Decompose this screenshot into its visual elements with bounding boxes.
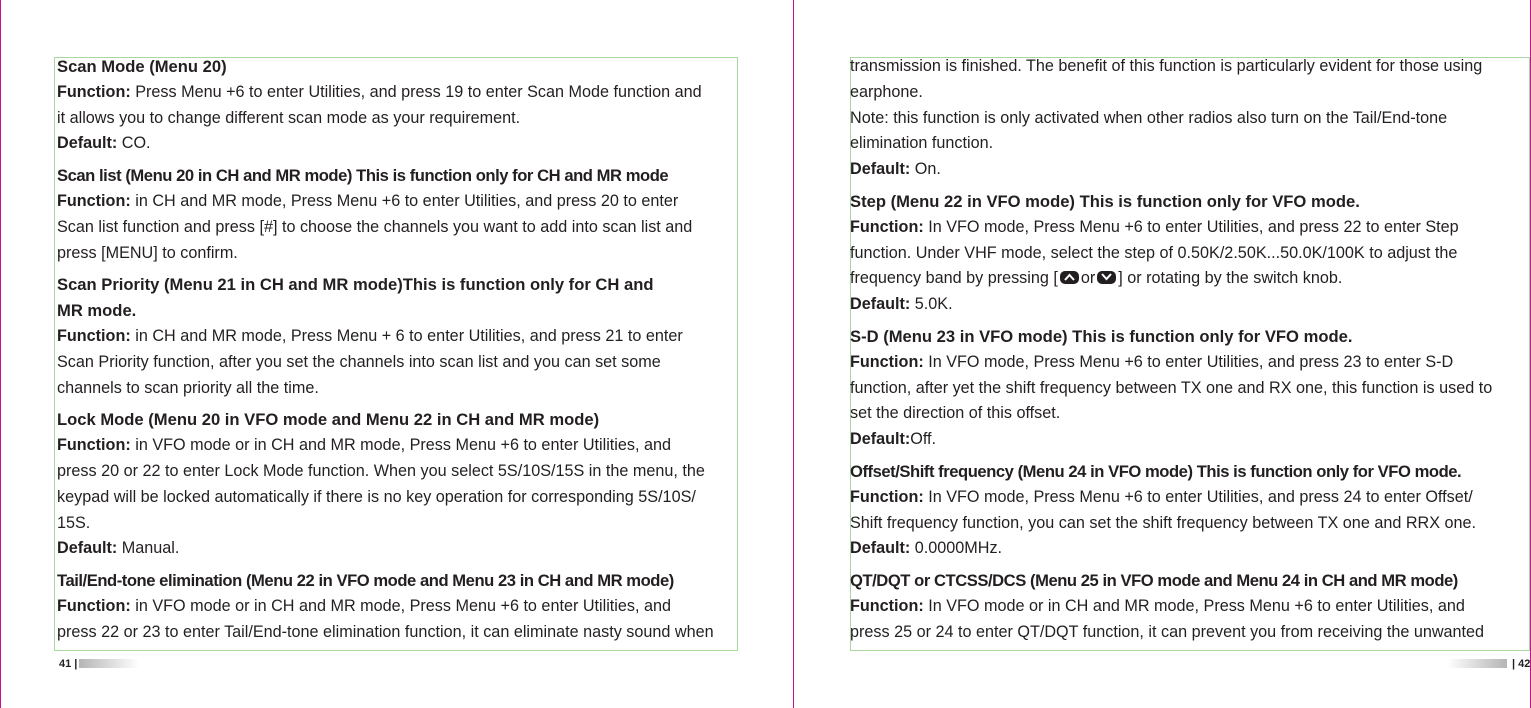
left-page-number: 41 |	[59, 658, 78, 670]
function-label: Function:	[57, 326, 131, 345]
right-page-number: | 42	[1512, 658, 1531, 670]
text-line: keypad will be locked automatically if there is no key operation for corresponding 5S/10S/	[57, 487, 696, 506]
text-line: transmission is finished. The benefit of this function is particularly evident for those using	[850, 57, 1483, 75]
text-line: frequency band by pressing [ or ] or rotating by the switch knob.	[850, 269, 1343, 288]
text-line: 15S.	[57, 513, 91, 532]
down-key-icon	[1097, 271, 1116, 284]
text-line: Shift frequency function, you can set the shift frequency between TX one and RRX one.	[850, 513, 1477, 532]
section-heading: Tail/End-tone elimination (Menu 22 in VFO mode and Menu 23 in CH and MR mode)	[57, 571, 674, 591]
section-heading: Scan list (Menu 20 in CH and MR mode) This is function only for CH and MR mode	[57, 166, 669, 186]
function-label: Function:	[850, 352, 924, 371]
function-label: Function:	[850, 217, 924, 236]
text-line: Function: In VFO mode, Press Menu +6 to enter Utilities, and press 23 to enter S-D	[850, 352, 1454, 371]
left-page-edge	[0, 0, 1, 708]
section-heading: Step (Menu 22 in VFO mode) This is function only for VFO mode.	[850, 191, 1360, 211]
section-heading: Lock Mode (Menu 20 in VFO mode and Menu 22 in CH and MR mode)	[57, 410, 600, 430]
text-line: Scan list function and press [#] to choose the channels you want to add into scan list and	[57, 217, 693, 236]
text-line: Default:Off.	[850, 430, 937, 449]
text-line: elimination function.	[850, 134, 994, 153]
text-line: it allows you to change different scan mode as your requirement.	[57, 108, 521, 127]
text-line: Function: In VFO mode or in CH and MR mode, Press Menu +6 to enter Utilities, and	[850, 596, 1465, 615]
text-line: function. Under VHF mode, select the step of 0.50K/2.50K...50.0K/100K to adjust the	[850, 243, 1458, 262]
text-line: Default: 0.0000MHz.	[850, 539, 1003, 558]
text-line: press [MENU] to confirm.	[57, 243, 238, 262]
text-line: Note: this function is only activated when other radios also turn on the Tail/End-tone	[850, 108, 1448, 127]
up-key-icon	[1060, 271, 1079, 284]
default-label: Default:	[850, 160, 911, 179]
section-heading: Scan Priority (Menu 21 in CH and MR mode)This is function only for CH and	[57, 275, 654, 295]
default-label: Default:	[850, 539, 911, 558]
text-line: Default: CO.	[57, 134, 151, 153]
text-line: Function: in CH and MR mode, Press Menu + 6 to enter Utilities, and press 21 to enter	[57, 326, 683, 345]
function-label: Function:	[57, 436, 131, 455]
text-line: press 20 or 22 to enter Lock Mode function. When you select 5S/10S/15S in the menu, the	[57, 461, 705, 480]
text-line: Default: On.	[850, 160, 941, 179]
text-line: press 25 or 24 to enter QT/DQT function, it can prevent you from receiving the unwanted	[850, 622, 1485, 641]
text-line: Default: 5.0K.	[850, 295, 953, 314]
section-heading: Scan Mode (Menu 20)	[57, 57, 227, 76]
right-page-content	[850, 54, 1492, 646]
text-line: earphone.	[850, 82, 923, 101]
function-label: Function:	[57, 191, 131, 210]
section-heading: Offset/Shift frequency (Menu 24 in VFO mode) This is function only for VFO mode.	[850, 461, 1462, 481]
section-heading: QT/DQT or CTCSS/DCS (Menu 25 in VFO mode and Menu 24 in CH and MR mode)	[850, 571, 1458, 591]
text-line: Function: In VFO mode, Press Menu +6 to enter Utilities, and press 24 to enter Offset/	[850, 487, 1473, 506]
section-heading-continued: MR mode.	[57, 301, 137, 321]
function-label: Function:	[57, 596, 131, 615]
function-label: Function:	[850, 487, 924, 506]
left-page-content	[57, 54, 714, 646]
text-line: Function: in CH and MR mode, Press Menu +6 to enter Utilities, and press 20 to enter	[57, 191, 679, 210]
default-label: Default:	[850, 295, 911, 314]
section-heading: S-D (Menu 23 in VFO mode) This is function only for VFO mode.	[850, 326, 1353, 346]
function-label: Function:	[850, 596, 924, 615]
text-line: set the direction of this offset.	[850, 404, 1061, 423]
text-line: press 22 or 23 to enter Tail/End-tone elimination function, it can eliminate nasty sound when	[57, 622, 714, 641]
default-label: Default:	[57, 134, 118, 153]
text-line: Scan Priority function, after you set the channels into scan list and you can set some	[57, 352, 661, 371]
text-line: Function: in VFO mode or in CH and MR mode, Press Menu +6 to enter Utilities, and	[57, 436, 672, 455]
text-line: channels to scan priority all the time.	[57, 378, 319, 397]
page-spine	[793, 0, 794, 708]
text-line: Function: In VFO mode, Press Menu +6 to enter Utilities, and press 22 to enter Step	[850, 217, 1459, 236]
text-line: Function: in VFO mode or in CH and MR mode, Press Menu +6 to enter Utilities, and	[57, 596, 672, 615]
left-footer-bar	[79, 659, 139, 668]
text-line: Default: Manual.	[57, 539, 180, 558]
default-label: Default:	[850, 430, 911, 449]
right-footer-bar	[1447, 659, 1507, 668]
function-label: Function:	[57, 82, 131, 101]
default-label: Default:	[57, 539, 118, 558]
text-line: Function: Press Menu +6 to enter Utilities, and press 19 to enter Scan Mode function and	[57, 82, 702, 101]
text-line: function, after yet the shift frequency between TX one and RX one, this function is used to	[850, 378, 1493, 397]
